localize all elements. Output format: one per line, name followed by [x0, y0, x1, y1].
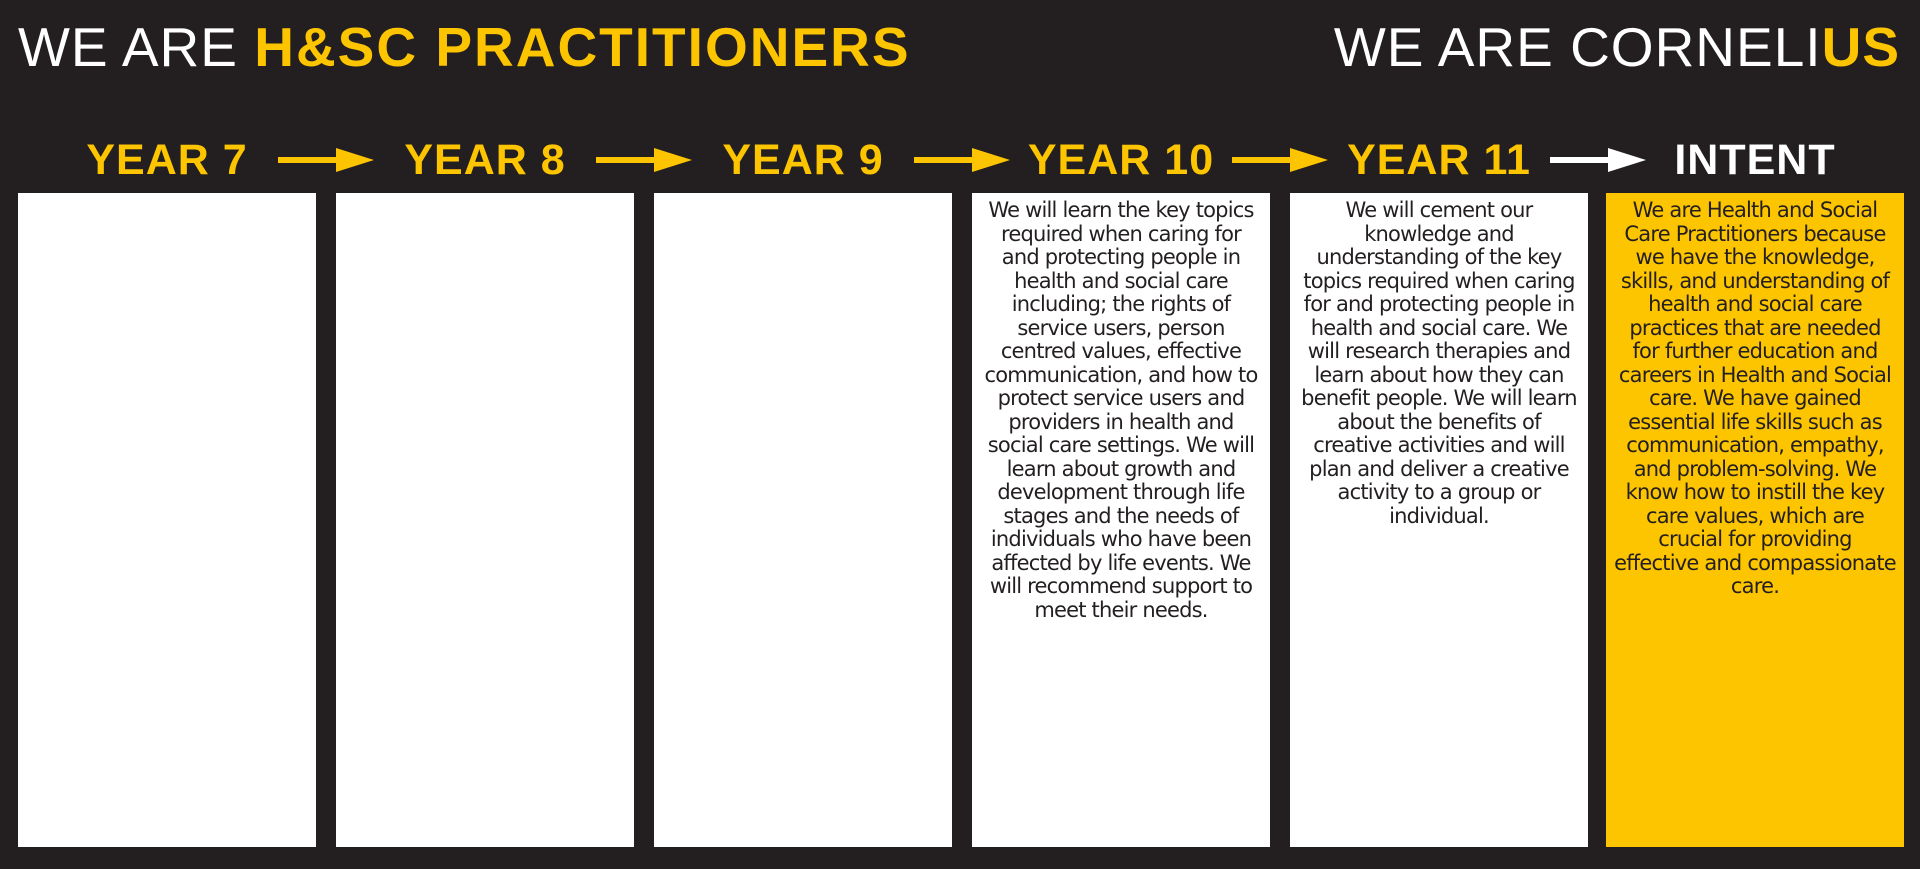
stage-label-year-9: YEAR 9: [722, 136, 884, 184]
arrow-right-icon: [278, 146, 374, 174]
title-highlight: H&SC PRACTITIONERS: [254, 16, 911, 78]
stage-panel-year-10: We will learn the key topics required when caring for and protecting people in health and social care including; the rights of service users, person centred values, effective communication, and how to protect service users and providers in health and social care settings. We will learn about growth and development through life stages and the needs of individuals who have been affected by life events. We will recommend support to meet their needs.: [972, 193, 1270, 847]
slogan-highlight: US: [1821, 16, 1900, 78]
arrow-right-icon: [596, 146, 692, 174]
arrow-right-icon: [1232, 146, 1328, 174]
arrow-right-icon: [914, 146, 1010, 174]
stage-panel-intent: We are Health and Social Care Practitioners because we have the knowledge, skills, and understanding of health and social care practices that are needed for further education and careers in Health and Social care. We have gained essential life skills such as communication, empathy, and problem-solving. We know how to instill the key care values, which are crucial for providing effective and compassionate care.: [1606, 193, 1904, 847]
stage-label-intent: INTENT: [1674, 136, 1836, 184]
school-slogan: [1334, 16, 1900, 78]
title-prefix: WE ARE: [18, 16, 255, 78]
stage-label-year-11: YEAR 11: [1347, 136, 1531, 184]
slogan-prefix: WE ARE CORNELI: [1333, 16, 1822, 78]
stage-label-year-8: YEAR 8: [404, 136, 566, 184]
stage-panel-year-11: We will cement our knowledge and understanding of the key topics required when caring for and protecting people in health and social care. We will research therapies and learn about how they can benefit people. We will learn about the benefits of creative activities and will plan and deliver a creative activity to a group or individual.: [1290, 193, 1588, 847]
arrow-right-icon: [1550, 146, 1646, 174]
stage-label-year-10: YEAR 10: [1027, 136, 1215, 184]
stage-panel-year-7: [18, 193, 316, 847]
stage-panel-year-8: [336, 193, 634, 847]
stage-panel-year-9: [654, 193, 952, 847]
page-title: [18, 16, 911, 78]
stage-label-year-7: YEAR 7: [86, 136, 248, 184]
